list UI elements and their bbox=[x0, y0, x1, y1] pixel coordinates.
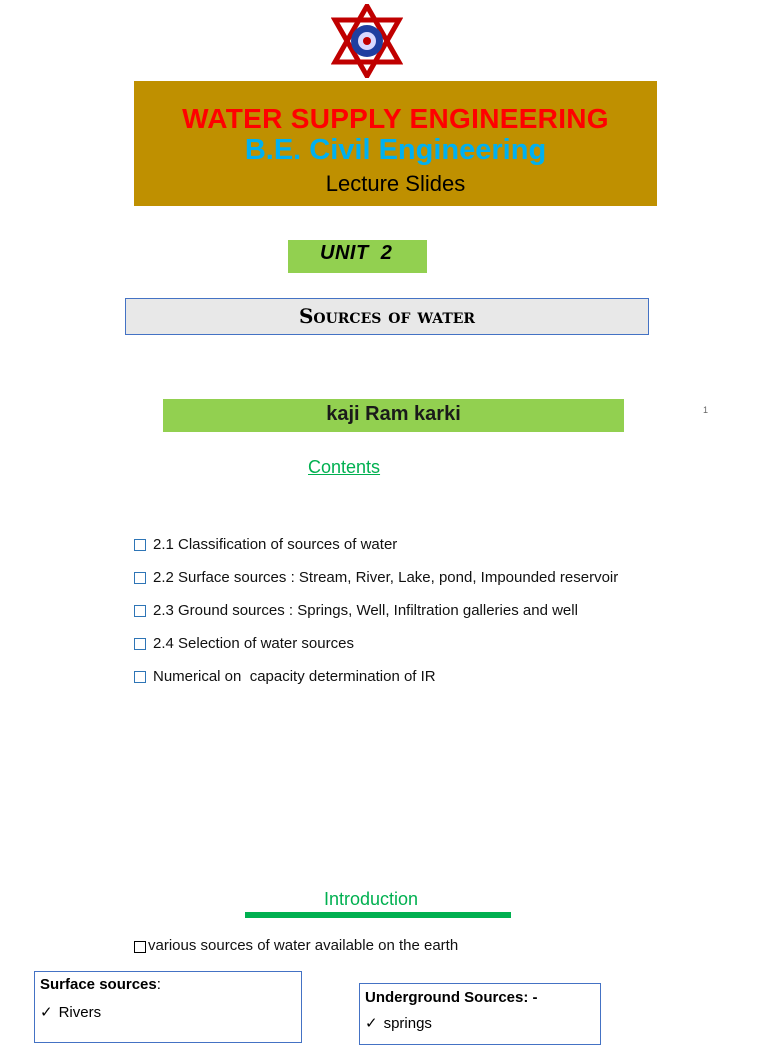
contents-list bbox=[134, 536, 618, 701]
list-item bbox=[134, 569, 618, 602]
page-number: 1 bbox=[703, 405, 709, 415]
square-bullet-icon bbox=[134, 941, 146, 953]
underground-sources-box bbox=[359, 983, 601, 1045]
subtitle: Lecture Slides bbox=[325, 171, 466, 196]
list-item bbox=[40, 1003, 101, 1021]
intro-statement-text: various sources of water available on the earth bbox=[148, 937, 459, 954]
checkmark-icon: ✓ bbox=[40, 1003, 53, 1021]
square-bullet-icon bbox=[134, 605, 146, 617]
list-item-text: Numerical on capacity determination of IR bbox=[153, 668, 436, 685]
list-item bbox=[134, 602, 618, 635]
program-title: B.E. Civil Engineering bbox=[244, 134, 547, 166]
topic-heading-box bbox=[125, 298, 649, 335]
author-name: kaji Ram karki bbox=[326, 403, 461, 425]
topic-heading: Sources of water bbox=[298, 304, 476, 328]
unit-badge bbox=[288, 240, 427, 273]
list-item bbox=[134, 635, 618, 668]
list-item-text: 2.3 Ground sources : Springs, Well, Infiltration galleries and well bbox=[153, 602, 578, 619]
title-banner bbox=[134, 81, 657, 206]
unit-label: UNIT 2 bbox=[320, 242, 393, 264]
checkmark-icon: ✓ bbox=[365, 1014, 378, 1032]
list-item-text: Rivers bbox=[58, 1004, 102, 1021]
list-item bbox=[365, 1014, 432, 1032]
square-bullet-icon bbox=[134, 572, 146, 584]
underground-sources-title: Underground Sources: - bbox=[365, 989, 538, 1006]
intro-statement bbox=[134, 937, 458, 954]
square-bullet-icon bbox=[134, 539, 146, 551]
list-item-text: 2.4 Selection of water sources bbox=[153, 635, 354, 652]
list-item-text: 2.1 Classification of sources of water bbox=[153, 536, 398, 553]
list-item bbox=[134, 668, 618, 701]
author-banner bbox=[163, 399, 624, 432]
course-title: WATER SUPPLY ENGINEERING bbox=[182, 103, 609, 134]
contents-heading: Contents bbox=[308, 457, 381, 477]
introduction-heading: Introduction bbox=[324, 889, 419, 909]
institution-logo-icon bbox=[331, 4, 403, 78]
square-bullet-icon bbox=[134, 638, 146, 650]
square-bullet-icon bbox=[134, 671, 146, 683]
heading-underline bbox=[245, 912, 511, 918]
surface-sources-box bbox=[34, 971, 302, 1043]
list-item-text: springs bbox=[383, 1015, 432, 1032]
list-item-text: 2.2 Surface sources : Stream, River, Lake, pond, Impounded reservoir bbox=[153, 569, 619, 586]
list-item bbox=[134, 536, 618, 569]
surface-sources-title: Surface sources: bbox=[40, 976, 161, 993]
